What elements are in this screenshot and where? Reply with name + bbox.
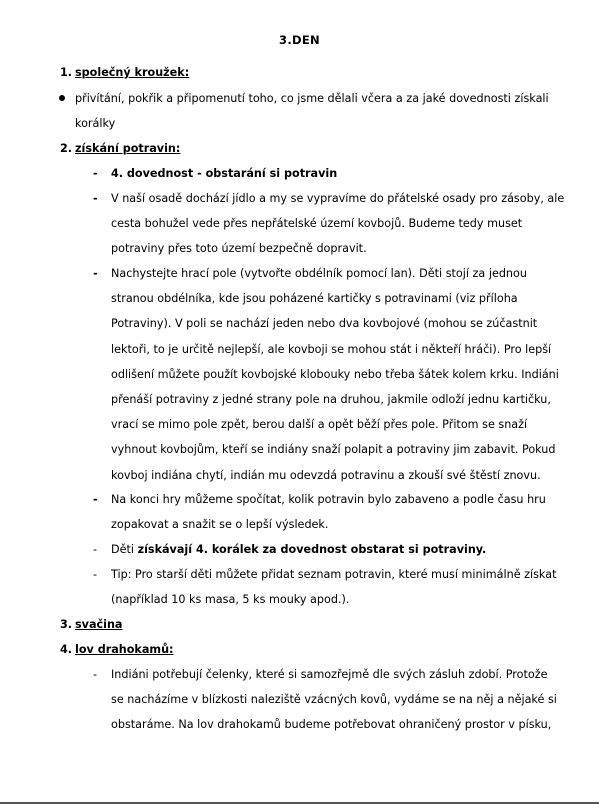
text-line: lektoři, to je určitě nejlepší, ale kovboji se mohou stát i někteří hráči). Pro lepší <box>111 342 552 356</box>
text-line: přivítání, pokřik a připomenutí toho, co jsme dělali včera a za jaké dovednosti získali <box>75 92 549 105</box>
section-number: 3. <box>60 618 73 631</box>
bead-award-line <box>111 537 486 562</box>
text-line: cesta bohužel vede přes nepřátelské území kovbojů. Budeme tedy muset <box>111 217 523 231</box>
text-line: Tip: Pro starší děti můžete přidat seznam potravin, které musí minimálně získat <box>111 568 557 581</box>
dash-marker: - <box>93 192 98 205</box>
skill-heading: 4. dovednost - obstarání si potravin <box>111 167 338 180</box>
text-line: potraviny přes toto území bezpečně dopravit. <box>111 242 367 256</box>
list-item-paragraph <box>111 186 564 262</box>
award-prefix: Děti <box>111 543 138 556</box>
page-title: 3.DEN <box>279 33 320 47</box>
dash-marker: - <box>93 568 98 581</box>
text-line: korálky <box>75 117 116 131</box>
page-divider <box>0 802 599 804</box>
dash-marker: - <box>93 267 98 280</box>
text-line: obstaráme. Na lov drahokamů budeme potřebovat ohraničený prostor v písku, <box>111 718 552 732</box>
text-line: Indiáni potřebují čelenky, které si samozřejmě dle svých zásluh zdobí. Protože <box>111 668 548 681</box>
section-heading: společný kroužek: <box>75 66 190 79</box>
dash-marker: - <box>93 167 98 180</box>
dash-marker: - <box>93 493 98 506</box>
bullet-dot-icon <box>59 95 65 101</box>
tip-paragraph <box>111 562 556 612</box>
text-line: se nacházíme v blízkosti naleziště vzácných kovů, vydáme se na něj a nějaké si <box>111 693 557 707</box>
text-line: Potraviny). V poli se nachází jeden nebo dva kovbojové (mohou se zúčastnit <box>111 317 538 331</box>
list-item-paragraph <box>111 487 546 537</box>
text-line: vrací se mimo pole zpět, berou další a opět běží přes pole. Přitom se snaží <box>111 418 528 432</box>
section-heading: lov drahokamů: <box>75 643 174 656</box>
text-line: Na konci hry můžeme spočítat, kolik potravin bylo zabaveno a podle času hru <box>111 493 546 506</box>
dash-marker: - <box>93 668 98 681</box>
text-line: V naší osadě dochází jídlo a my se vypravíme do přátelské osady pro zásoby, ale <box>111 192 565 205</box>
text-line: stranou obdélníka, kde jsou poházené kartičky s potravinami (viz příloha <box>111 292 518 306</box>
list-item-paragraph <box>111 261 559 488</box>
section-number: 4. <box>60 643 73 656</box>
text-line: vyhnout kovbojům, kteří se indiány snaží polapit a potraviny jim zabavit. Pokud <box>111 443 556 457</box>
award-text: získávají 4. korálek za dovednost obstarat si potraviny. <box>137 543 487 556</box>
section-heading: získání potravin: <box>75 142 181 155</box>
text-line: Nachystejte hrací pole (vytvořte obdélník pomocí lan). Děti stojí za jednou <box>111 267 527 280</box>
text-line: odlišení můžete použít kovbojské klobouky nebo třeba šátek kolem krku. Indiáni <box>111 367 559 381</box>
text-line: zopakovat a snažit se o lepší výsledek. <box>111 518 329 532</box>
list-item-paragraph <box>111 662 557 738</box>
dash-marker: - <box>93 543 98 556</box>
bullet-paragraph <box>75 86 549 136</box>
text-line: (například 10 ks masa, 5 ks mouky apod.). <box>111 593 350 607</box>
text-line: přenáší potraviny z jedné strany pole na druhou, jakmile odloží jednu kartičku, <box>111 393 551 407</box>
text-line: kovboj indiána chytí, indián mu odevzdá potravinu a zkouší své štěstí znovu. <box>111 468 541 482</box>
section-heading: svačina <box>75 618 123 631</box>
section-number: 2. <box>60 142 73 155</box>
section-number: 1. <box>60 66 73 79</box>
